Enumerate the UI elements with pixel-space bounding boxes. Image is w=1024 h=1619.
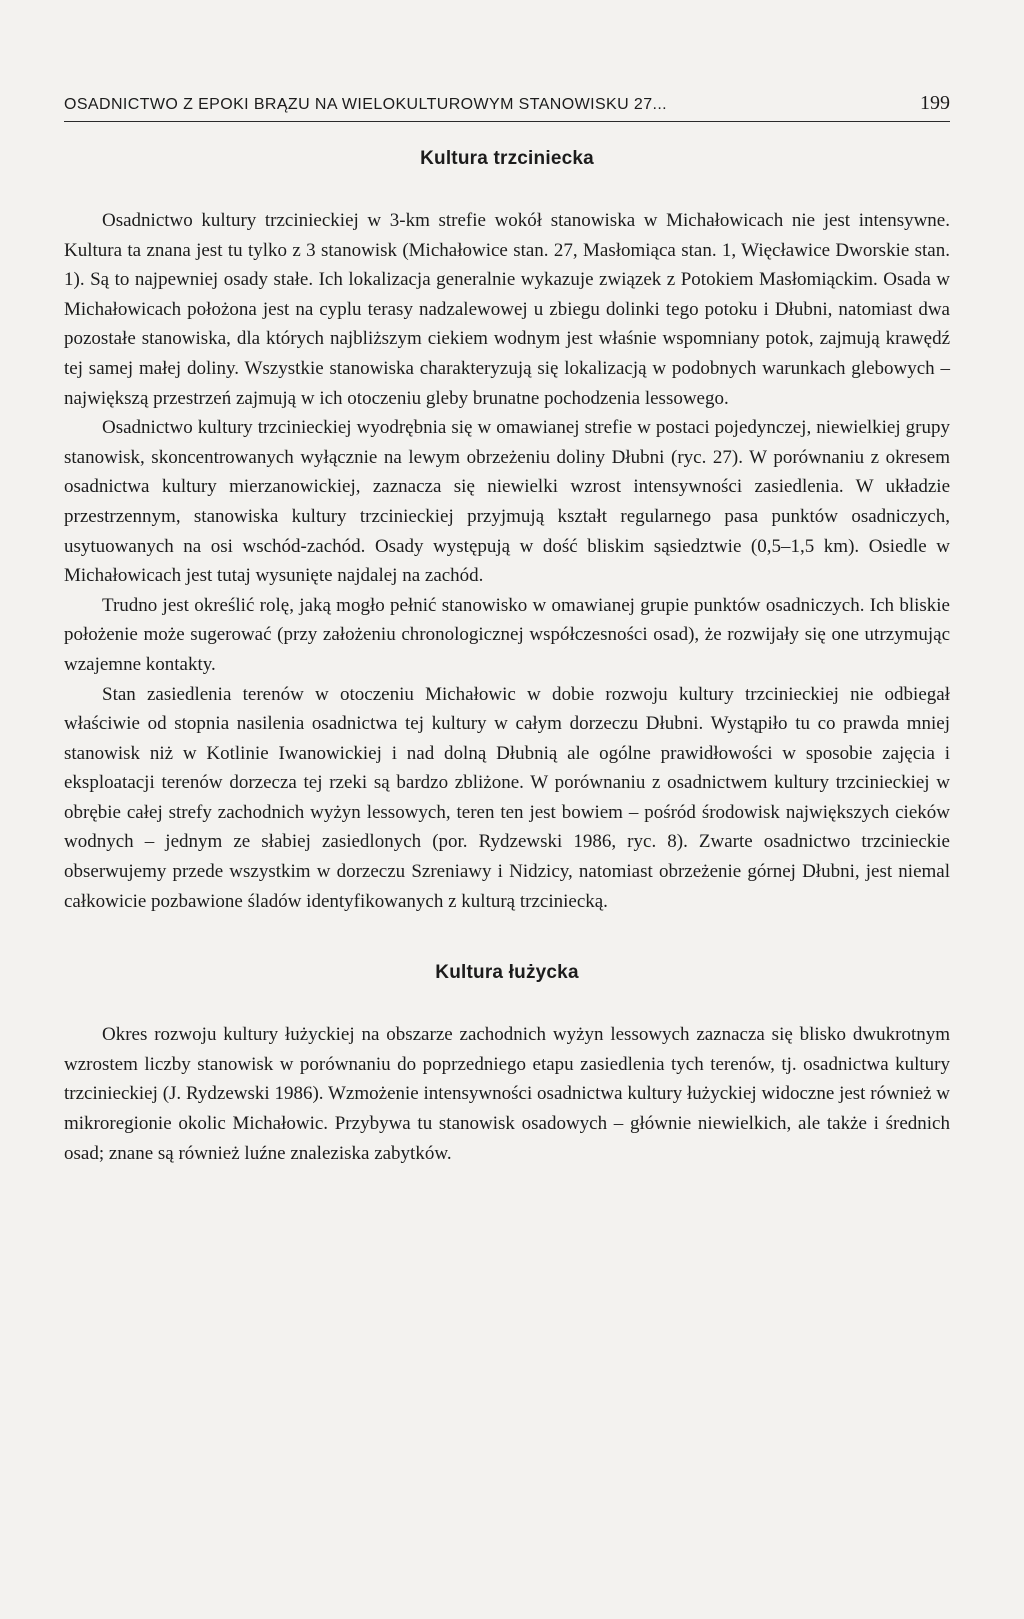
section-kultura-luzycka — [64, 962, 950, 1168]
paragraph: Okres rozwoju kultury łużyckiej na obszarze zachodnich wyżyn lessowych zaznacza się blisko dwukrotnym wzrostem liczby stanowisk w porównaniu do poprzedniego etapu zasiedlenia tych terenów, tj. osadnictwa kultury trzcinieckiej (J. Rydzewski 1986). Wzmożenie intensywności osadnictwa kultury łużyckiej widoczne jest również w mikroregionie okolic Michałowic. Przybywa tu stanowisk osadowych – głównie niewielkich, ale także i średnich osad; znane są również luźne znaleziska zabytków. — [64, 1024, 950, 1164]
section-heading: Kultura łużycka — [435, 962, 579, 984]
running-title: OSADNICTWO Z EPOKI BRĄZU NA WIELOKULTUROWYM STANOWISKU 27... — [64, 96, 668, 113]
paragraph: Stan zasiedlenia terenów w otoczeniu Michałowic w dobie rozwoju kultury trzcinieckiej nie odbiegał właściwie od stopnia nasilenia osadnictwa tej kultury w całym dorzeczu Dłubni. Wystąpiło tu co prawda mniej stanowisk niż w Kotlinie Iwanowickiej i nad dolną Dłubnią ale ogólne prawidłowości w sposobie zajęcia i eksploatacji terenów dorzecza tej rzeki są bardzo zbliżone. W porównaniu z osadnictwem kultury trzcinieckiej w obrębie całej strefy zachodnich wyżyn lessowych, teren ten jest bowiem – pośród środowisk największych cieków wodnych – jednym ze słabiej zasiedlonych (por. Rydzewski 1986, ryc. 8). Zwarte osadnictwo trzcinieckie obserwujemy przede wszystkim w dorzeczu Szreniawy i Nidzicy, natomiast obrzeżenie górnej Dłubni, jest niemal całkowicie pozbawione śladów identyfikowanych z kulturą trzciniecką. — [64, 683, 950, 912]
paragraph: Osadnictwo kultury trzcinieckiej wyodrębnia się w omawianej strefie w postaci pojedynczej, niewielkiej grupy stanowisk, skoncentrowanych wyłącznie na lewym obrzeżeniu doliny Dłubni (ryc. 27). W porównaniu z okresem osadnictwa kultury mierzanowickiej, zaznacza się niewielki wzrost intensywności zasiedlenia. W układzie przestrzennym, stanowiska kultury trzcinieckiej przyjmują kształt regularnego pasa punktów osadniczych, usytuowanych na osi wschód-zachód. Osady występują w dość bliskim sąsiedztwie (0,5–1,5 km). Osiedle w Michałowicach jest tutaj wysunięte najdalej na zachód. — [64, 417, 950, 587]
running-head — [64, 92, 950, 122]
paragraph: Osadnictwo kultury trzcinieckiej w 3-km strefie wokół stanowiska w Michałowicach nie jest intensywne. Kultura ta znana jest tu tylko z 3 stanowisk (Michałowice stan. 27, Masłomiąca stan. 1, Więcławice Dworskie stan. 1). Są to najpewniej osady stałe. Ich lokalizacja generalnie wykazuje związek z Potokiem Masłomiąckim. Osada w Michałowicach położona jest na cyplu terasy nadzalewowej u zbiegu dolinki tego potoku i Dłubni, natomiast dwa pozostałe stanowiska, dla których najbliższym ciekiem wodnym jest właśnie wspomniany potok, zajmują krawędź tej samej małej doliny. Wszystkie stanowiska charakteryzują się lokalizacją w podobnych warunkach glebowych – największą przestrzeń zajmują w ich otoczeniu gleby brunatne pochodzenia lessowego. — [64, 210, 950, 409]
section-heading: Kultura trzciniecka — [420, 148, 594, 169]
section-kultura-trzciniecka — [64, 148, 950, 916]
page-body — [64, 148, 950, 1168]
page-number: 199 — [920, 92, 950, 114]
paragraph: Trudno jest określić rolę, jaką mogło pełnić stanowisko w omawianej grupie punktów osadniczych. Ich bliskie położenie może sugerować (przy założeniu chronologicznej współczesności osad), że rozwijały się one utrzymując wzajemne kontakty. — [64, 594, 950, 675]
